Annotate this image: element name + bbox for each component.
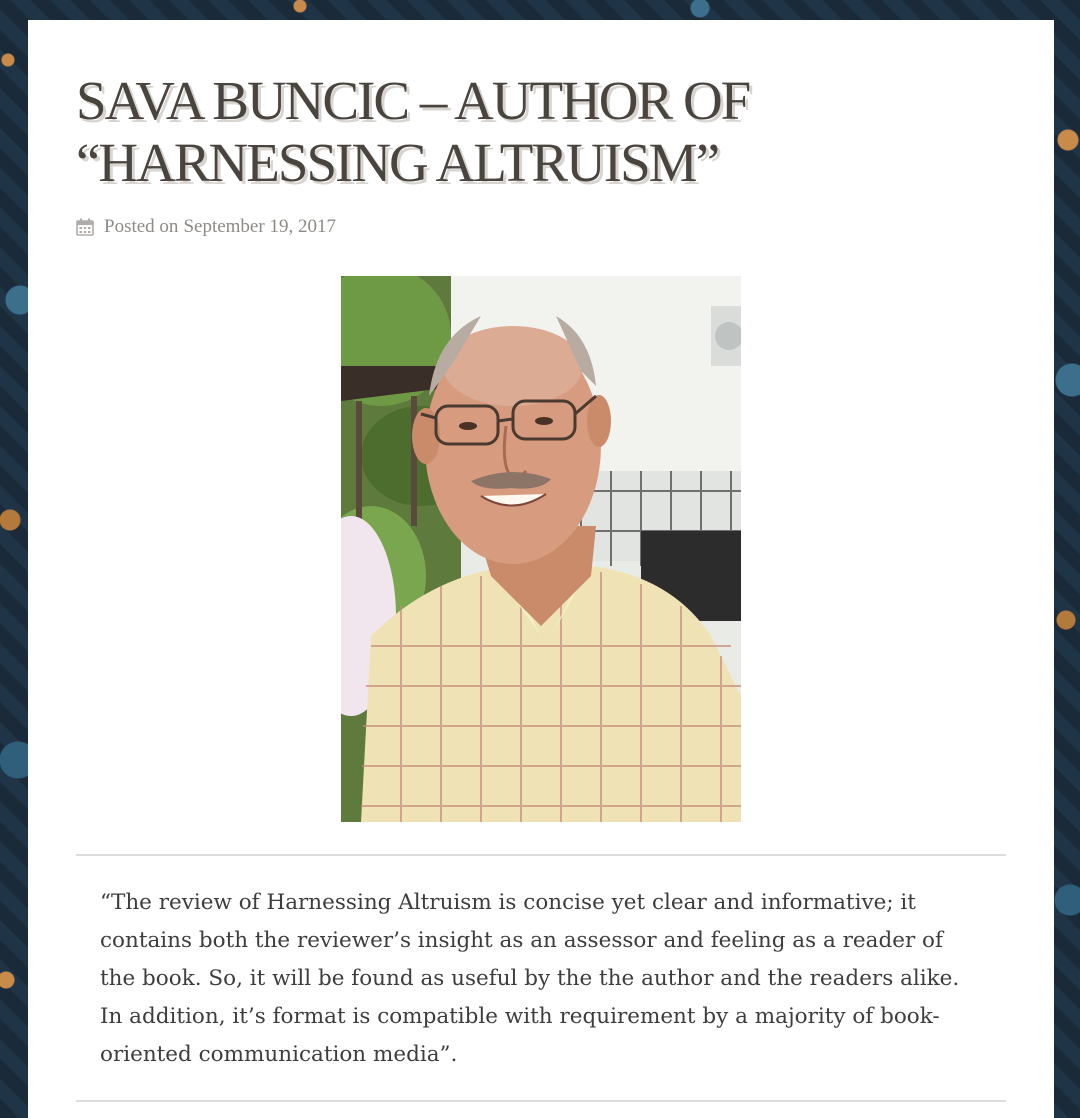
posted-on-label: Posted on [104,216,179,237]
calendar-icon [76,218,94,236]
post-title-line-2: “HARNESSING ALTRUISM” [76,132,718,193]
post-meta [76,216,1006,238]
post-title [76,20,1006,194]
photo-wrapper [76,276,1006,822]
review-quote: “The review of Harnessing Altruism is concise yet clear and informative; it contains both the reviewer’s insight as an assessor and feeling as a reader of the book. So, it will be found as useful by the the author and the readers alike. In addition, it’s format is compatible with requirement by a majority of book-oriented communication media”. [76,854,1006,1102]
author-photo [341,276,741,822]
post-date-link[interactable]: September 19, 2017 [183,216,336,237]
post-title-line-1: SAVA BUNCIC – AUTHOR OF [76,70,750,131]
post-card [28,20,1054,1118]
